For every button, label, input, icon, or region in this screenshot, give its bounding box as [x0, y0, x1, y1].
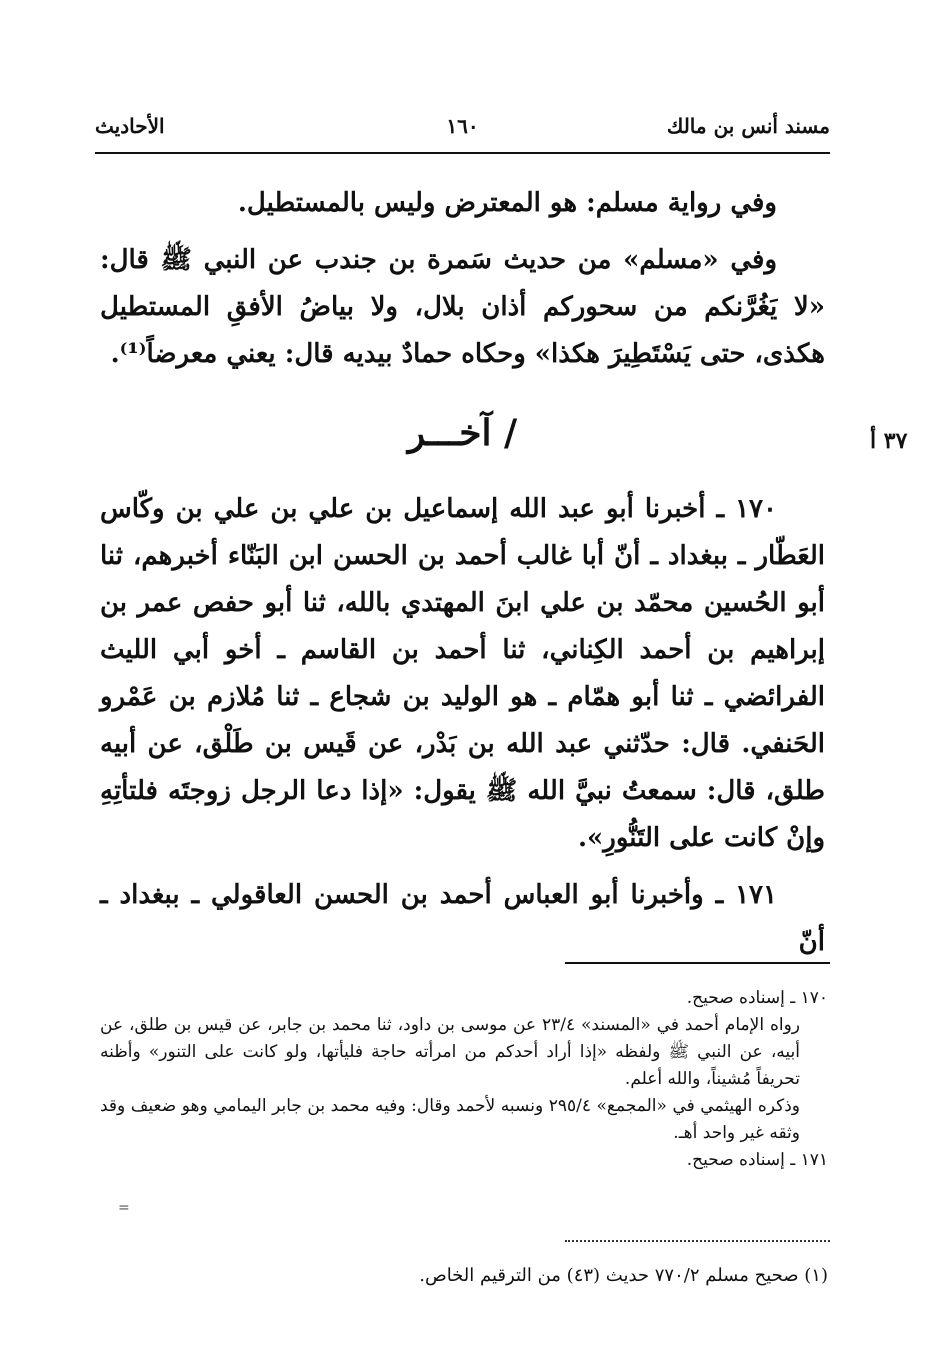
main-text — [100, 180, 825, 966]
page-header — [95, 112, 830, 154]
endnote-separator — [565, 1240, 830, 1242]
footnote-continuation-mark: = — [118, 1200, 130, 1216]
footnotes-block — [100, 985, 828, 1174]
footnote-170-text-b: وذكره الهيثمي في «المجمع» ٢٩٥/٤ ونسبه لأحمد وقال: وفيه محمد بن جابر اليمامي وهو ضعيف وقد وثقه غير واحد أهـ. — [100, 1096, 800, 1143]
header-section-title: الأحاديث — [95, 114, 165, 138]
margin-folio-note: ٣٧ أ — [870, 428, 908, 454]
paragraph-hadith-171: ١٧١ ـ وأخبرنا أبو العباس أحمد بن الحسن العاقولي ـ ببغداد ـ أنّ — [100, 880, 825, 957]
section-heading: / آخـــر — [407, 412, 518, 454]
paragraph-muslim-narration: وفي رواية مسلم: هو المعترض وليس بالمستطيل. — [237, 188, 777, 218]
paragraph-hadith-170: ١٧٠ ـ أخبرنا أبو عبد الله إسماعيل بن علي بن علي بن وكّاس العَطّار ـ ببغداد ـ أنّ أبا غالب أحمد بن الحسن ابن البَنّاء أخبرهم، ثنا أبو الحُسين محمّد بن علي ابنَ المهتدي بالله، ثنا أبو حفص عمر بن إبراهيم بن أحمد الكِناني، ثنا أحمد بن القاسم ـ أخو أبي الليث الفرائضي ـ ثنا أبو همّام ـ هو الوليد بن شجاع ـ ثنا مُلازم بن عَمْرو الحَنفي. قال: حدّثني عبد الله بن بَدْر، عن قَيس بن طَلْق، عن أبيه طلق، قال: سمعتُ نبيَّ الله ﷺ يقول: «إذا دعا الرجل زوجتَه فلتأتِهِ وإنْ كانت على التَنُّورِ». — [100, 494, 825, 853]
page-number: ١٦٠ — [446, 114, 479, 138]
footnote-170-heading: ١٧٠ ـ إسناده صحيح. — [686, 988, 828, 1008]
paragraph-samura-hadith: وفي «مسلم» من حديث سَمرة بن جندب عن النبي ﷺ قال: «لا يَغُرَّنكم من سحوركم أذان بلال، ولا بياضُ الأفقِ المستطيل هكذى، حتى يَسْتَطِيرَ هكذا» وحكاه حمادٌ بيديه قال: يعني معرضاً⁽¹⁾. — [100, 245, 825, 369]
footnote-171-heading: ١٧١ ـ إسناده صحيح. — [686, 1150, 828, 1170]
footnote-separator — [565, 962, 830, 964]
footnote-170-text-a: رواه الإمام أحمد في «المسند» ٢٣/٤ عن موسى بن داود، ثنا محمد بن جابر، عن قيس بن طلق، عن أبيه، عن النبي ﷺ ولفظه «إذا أراد أحدكم من امرأته حاجة فليأتها، ولو كانت على التنور» وأظنه تحريفاً مُشيناً، والله أعلم. — [100, 1015, 801, 1089]
endnote-1: (١) صحيح مسلم ٧٧٠/٢ حديث (٤٣) من الترقيم الخاص. — [419, 1265, 828, 1286]
header-book-title: مسند أنس بن مالك — [666, 114, 830, 138]
